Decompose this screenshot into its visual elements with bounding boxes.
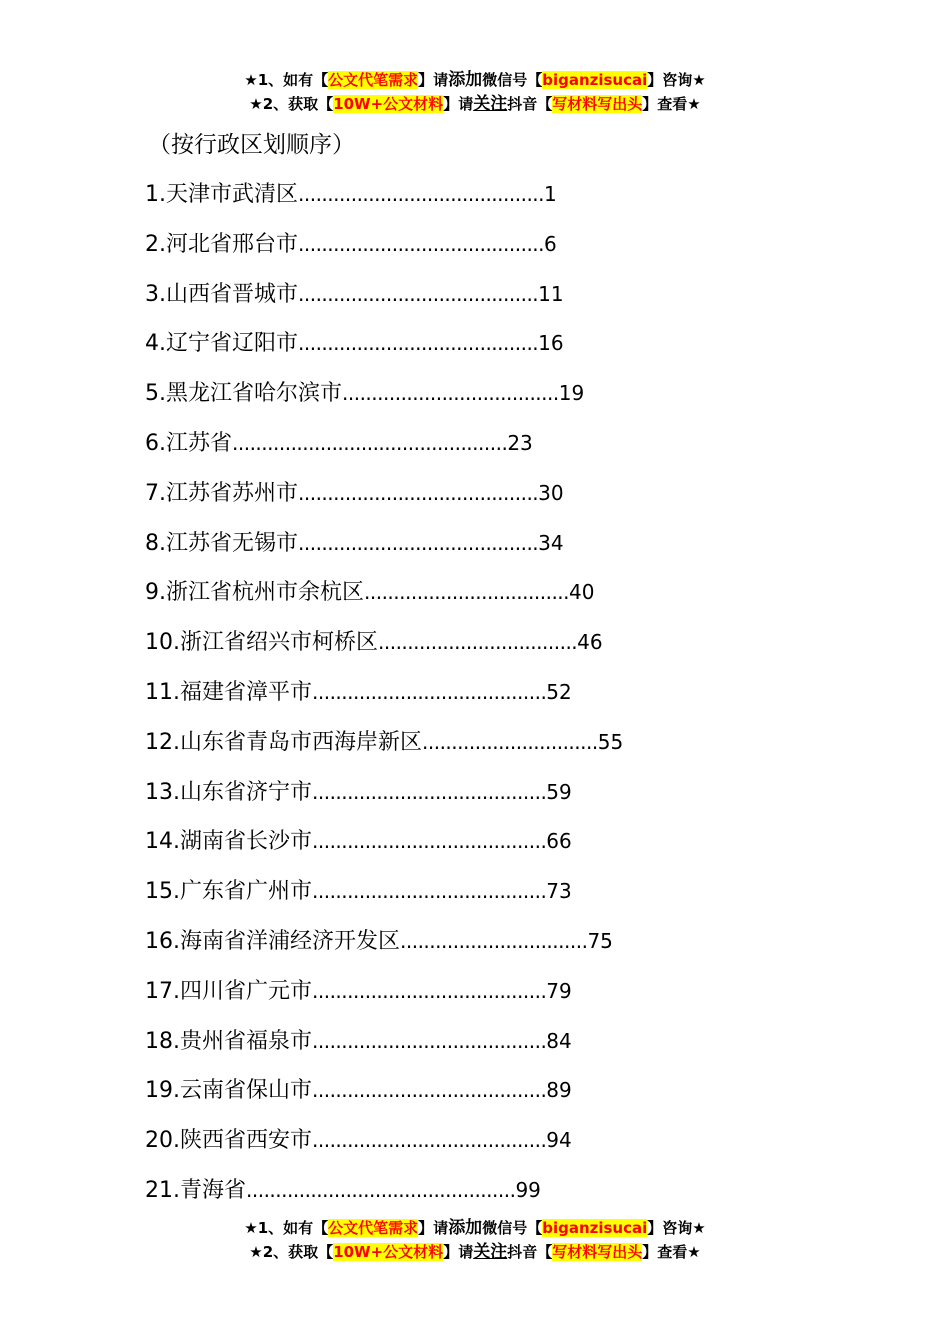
- toc-leader-dots: ................................: [400, 928, 588, 953]
- toc-leader-dots: ........................................: [312, 1028, 547, 1053]
- toc-leader-dots: ..........................................: [298, 231, 545, 256]
- toc-entry[interactable]: [145, 573, 623, 623]
- header-banner: [0, 68, 950, 116]
- toc-leader-dots: .........................................: [298, 480, 539, 505]
- toc-entry-title: 20.陕西省西安市: [145, 1128, 312, 1154]
- toc-page-number: 75: [587, 928, 613, 953]
- toc-page-number: 16: [538, 331, 564, 356]
- toc-leader-dots: .........................................: [298, 281, 539, 306]
- toc-leader-dots: ........................................: [312, 779, 547, 804]
- toc-page-number: 11: [538, 281, 564, 306]
- toc-entry-title: 14.湖南省长沙市: [145, 829, 312, 855]
- toc-leader-dots: .........................................: [298, 530, 539, 555]
- banner-text: 】咨询★: [647, 71, 706, 89]
- toc-entry-title: 15.广东省广州市: [145, 879, 312, 905]
- toc-page-number: 84: [546, 1028, 572, 1053]
- toc-entry-title: 16.海南省洋浦经济开发区: [145, 928, 400, 954]
- toc-entry-title: 19.云南省保山市: [145, 1078, 312, 1104]
- banner-text: 微信号【: [482, 1219, 543, 1237]
- highlight-materials: 10W+公文材料: [333, 95, 444, 113]
- banner-text: 】咨询★: [647, 1219, 706, 1237]
- toc-leader-dots: ...................................: [364, 580, 570, 605]
- toc-leader-dots: ...............................................: [232, 430, 508, 455]
- toc-leader-dots: ..............................: [422, 729, 598, 754]
- toc-entry[interactable]: [145, 822, 623, 872]
- banner-emphasis: 关注: [473, 94, 508, 114]
- banner-line-1: [0, 1216, 950, 1240]
- toc-entry[interactable]: [145, 474, 623, 524]
- toc-subtitle: （按行政区划顺序）: [148, 132, 355, 158]
- toc-entry-title: 9.浙江省杭州市余杭区: [145, 580, 364, 606]
- toc-entry[interactable]: [145, 225, 623, 275]
- toc-entry-title: 8.江苏省无锡市: [145, 530, 298, 556]
- toc-entry-title: 6.江苏省: [145, 430, 232, 456]
- toc-entry-title: 21.青海省: [145, 1177, 246, 1203]
- banner-text: ★1、如有【: [244, 1219, 329, 1237]
- toc-leader-dots: ..........................................: [298, 182, 545, 206]
- toc-page-number: 59: [546, 779, 572, 804]
- banner-text: 】请: [443, 95, 474, 113]
- toc-entry-title: 10.浙江省绍兴市柯桥区: [145, 630, 378, 656]
- toc-entry[interactable]: [145, 1071, 623, 1121]
- banner-text: 抖音【: [507, 95, 553, 113]
- toc-entry[interactable]: [145, 872, 623, 922]
- toc-page-number: 34: [538, 530, 564, 555]
- toc-page-number: 1: [544, 182, 557, 206]
- toc-leader-dots: ..............................................: [246, 1177, 516, 1202]
- banner-text: 】查看★: [642, 95, 701, 113]
- highlight-wechat-id: biganzisucai: [542, 71, 648, 89]
- banner-emphasis: 关注: [473, 1242, 508, 1262]
- highlight-service: 公文代笔需求: [328, 71, 419, 89]
- toc-leader-dots: ..................................: [378, 630, 578, 655]
- toc-leader-dots: .....................................: [342, 381, 559, 406]
- toc-entry-title: 3.山西省晋城市: [145, 281, 298, 307]
- banner-text: 】请: [418, 71, 449, 89]
- banner-text: 微信号【: [482, 71, 543, 89]
- toc-page-number: 79: [546, 978, 572, 1003]
- highlight-service: 公文代笔需求: [328, 1219, 419, 1237]
- toc-entry-title: 5.黑龙江省哈尔滨市: [145, 381, 342, 407]
- toc-page-number: 52: [546, 679, 572, 704]
- toc-entry-title: 17.四川省广元市: [145, 978, 312, 1004]
- toc-page-number: 94: [546, 1128, 572, 1153]
- banner-text: 】查看★: [642, 1243, 701, 1261]
- toc-entry-title: 11.福建省漳平市: [145, 679, 312, 705]
- toc-leader-dots: .........................................: [298, 331, 539, 356]
- banner-text: ★2、获取【: [249, 1243, 334, 1261]
- toc-entry-title: 18.贵州省福泉市: [145, 1028, 312, 1054]
- highlight-douyin-account: 写材料写出头: [552, 1243, 643, 1261]
- toc-entry-title: 1.天津市武清区: [145, 182, 298, 207]
- toc-entry-title: 2.河北省邢台市: [145, 231, 298, 257]
- toc-page-number: 55: [597, 729, 624, 754]
- toc-entry[interactable]: [145, 1022, 623, 1072]
- toc-page-number: 40: [569, 580, 595, 605]
- toc-page-number: 19: [558, 381, 585, 406]
- toc-entry-title: 7.江苏省苏州市: [145, 480, 298, 506]
- banner-text: 】请: [418, 1219, 449, 1237]
- toc-page-number: 6: [544, 231, 557, 256]
- table-of-contents: [145, 175, 623, 1221]
- toc-page-number: 73: [546, 879, 572, 904]
- banner-line-1: [0, 68, 950, 92]
- toc-entry[interactable]: [145, 723, 623, 773]
- toc-entry[interactable]: [145, 673, 623, 723]
- toc-entry[interactable]: [145, 972, 623, 1022]
- toc-entry[interactable]: [145, 175, 623, 225]
- toc-entry[interactable]: [145, 275, 623, 325]
- toc-page-number: 99: [515, 1177, 541, 1202]
- highlight-materials: 10W+公文材料: [333, 1243, 444, 1261]
- toc-leader-dots: ........................................: [312, 829, 547, 854]
- toc-page-number: 89: [546, 1078, 572, 1103]
- toc-leader-dots: ........................................: [312, 679, 547, 704]
- highlight-wechat-id: biganzisucai: [542, 1219, 648, 1237]
- toc-entry[interactable]: [145, 424, 623, 474]
- toc-entry[interactable]: [145, 922, 623, 972]
- toc-entry[interactable]: [145, 324, 623, 374]
- toc-leader-dots: ........................................: [312, 1128, 547, 1153]
- toc-leader-dots: ........................................: [312, 1078, 547, 1103]
- banner-text: 抖音【: [507, 1243, 553, 1261]
- toc-leader-dots: ........................................: [312, 978, 547, 1003]
- toc-leader-dots: ........................................: [312, 879, 547, 904]
- toc-entry[interactable]: [145, 374, 623, 424]
- toc-page-number: 23: [507, 430, 533, 455]
- toc-entry[interactable]: [145, 1171, 623, 1221]
- toc-page-number: 66: [546, 829, 572, 854]
- toc-entry-title: 12.山东省青岛市西海岸新区: [145, 729, 422, 755]
- highlight-douyin-account: 写材料写出头: [552, 95, 643, 113]
- toc-page-number: 30: [538, 480, 564, 505]
- footer-banner: [0, 1216, 950, 1264]
- banner-line-2: [0, 1240, 950, 1264]
- banner-line-2: [0, 92, 950, 116]
- banner-text: ★2、获取【: [249, 95, 334, 113]
- toc-page-number: 46: [577, 630, 603, 655]
- banner-text: ★1、如有【: [244, 71, 329, 89]
- toc-entry[interactable]: [145, 524, 623, 574]
- banner-emphasis: 添加: [448, 1218, 483, 1238]
- toc-entry-title: 13.山东省济宁市: [145, 779, 312, 805]
- toc-entry[interactable]: [145, 623, 623, 673]
- banner-text: 】请: [443, 1243, 474, 1261]
- toc-entry[interactable]: [145, 773, 623, 823]
- toc-entry-title: 4.辽宁省辽阳市: [145, 331, 298, 357]
- banner-emphasis: 添加: [448, 70, 483, 90]
- toc-entry[interactable]: [145, 1121, 623, 1171]
